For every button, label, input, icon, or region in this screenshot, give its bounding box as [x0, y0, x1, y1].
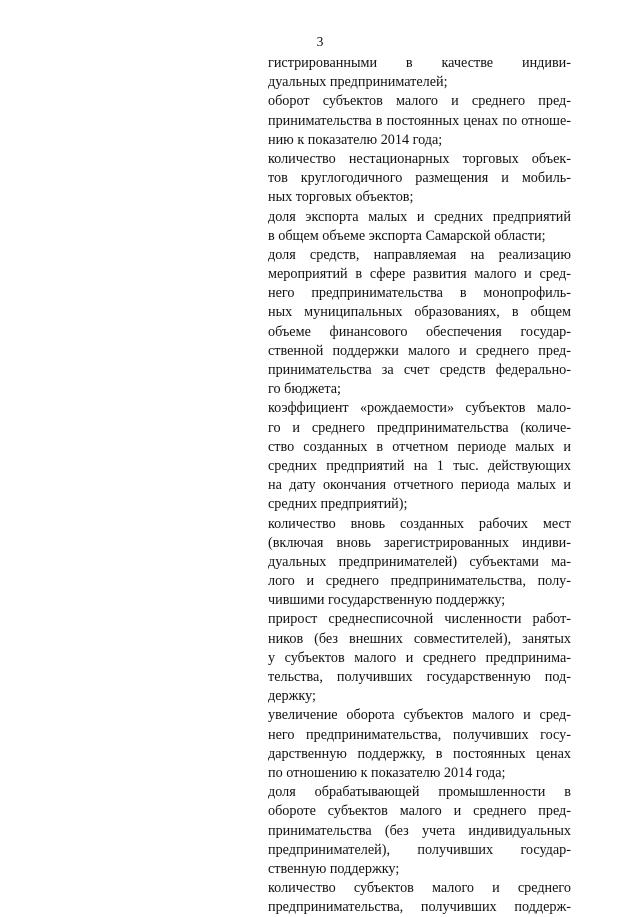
indicator-paragraph	[268, 92, 571, 150]
text-line: обороте субъектов малого и среднего пред-	[268, 803, 571, 820]
text-line: (включая вновь зарегистрированных индиви-	[268, 534, 571, 551]
indicator-paragraph	[268, 54, 571, 92]
text-line: доля обрабатывающей промышленности в	[268, 784, 571, 801]
text-line: го и среднего предпринимательства (количе-	[268, 419, 571, 436]
text-line: ных торговых объектов;	[268, 189, 414, 206]
text-line: ственной поддержки малого и среднего пред-	[268, 342, 571, 359]
text-line: ников (без внешних совместителей), занятых	[268, 630, 571, 647]
text-line: по отношению к показателю 2014 года;	[268, 764, 506, 781]
text-line: у субъектов малого и среднего предпринима-	[268, 649, 571, 666]
text-line: на дату окончания отчетного периода малых и	[268, 477, 571, 494]
text-line: количество нестационарных торговых объек-	[268, 150, 571, 167]
text-line: увеличение оборота субъектов малого и сред-	[268, 707, 571, 724]
text-line: количество вновь созданных рабочих мест	[268, 515, 571, 532]
text-line: средних предприятий на 1 тыс. действующих	[268, 457, 571, 474]
text-line: тельства, получивших государственную под-	[268, 669, 571, 685]
text-line: него предпринимательства в монопрофиль-	[268, 285, 571, 302]
indicator-paragraph	[268, 783, 571, 879]
document-body	[268, 54, 571, 917]
text-line: ственную поддержку;	[268, 860, 400, 877]
text-line: го бюджета;	[268, 381, 341, 398]
indicator-paragraph	[268, 706, 571, 783]
indicator-paragraph	[268, 208, 571, 246]
text-line: него предпринимательства, получивших госу-	[268, 726, 571, 743]
text-line: дуальных предпринимателей;	[268, 74, 448, 91]
text-line: принимательства в постоянных ценах по отноше-	[268, 112, 571, 129]
text-line: держку;	[268, 688, 316, 705]
indicator-paragraph	[268, 610, 571, 706]
text-line: чившими государственную поддержку;	[268, 592, 506, 609]
text-line: объеме финансового обеспечения государ-	[268, 323, 571, 340]
text-line: гистрированными в качестве индиви-	[268, 55, 571, 71]
text-line: оборот субъектов малого и среднего пред-	[268, 93, 571, 110]
text-line: принимательства (без учета индивидуальных	[268, 822, 571, 839]
text-line: ных муниципальных образованиях, в общем	[268, 304, 571, 321]
text-line: мероприятий в сфере развития малого и сред-	[268, 266, 571, 283]
text-line: доля средств, направляемая на реализацию	[268, 246, 571, 263]
text-line: предпринимательства, получивших поддерж-	[268, 899, 571, 916]
text-line: предпринимателей), получивших государ-	[268, 841, 571, 858]
text-line: коэффициент «рождаемости» субъектов мало-	[268, 400, 571, 417]
indicator-paragraph	[268, 246, 571, 400]
indicator-paragraph	[268, 879, 571, 917]
text-line: лого и среднего предпринимательства, полу-	[268, 573, 571, 590]
indicator-paragraph	[268, 150, 571, 208]
text-line: средних предприятий);	[268, 496, 408, 513]
text-line: дарственную поддержку, в постоянных ценах	[268, 745, 571, 762]
text-line: принимательства за счет средств федерально-	[268, 362, 571, 378]
text-line: количество субъектов малого и среднего	[268, 880, 571, 897]
text-line: доля экспорта малых и средних предприятий	[268, 208, 571, 225]
text-line: нию к показателю 2014 года;	[268, 131, 443, 148]
text-line: ство созданных в отчетном периоде малых и	[268, 438, 571, 455]
text-line: прирост среднесписочной численности работ-	[268, 611, 571, 628]
indicator-paragraph	[268, 515, 571, 611]
text-line: тов круглогодичного размещения и мобиль-	[268, 170, 571, 187]
text-line: дуальных предпринимателей) субъектами ма-	[268, 553, 571, 570]
page-number: 3	[316, 34, 324, 49]
text-line: в общем объеме экспорта Самарской области;	[268, 227, 546, 244]
indicator-paragraph	[268, 399, 571, 514]
